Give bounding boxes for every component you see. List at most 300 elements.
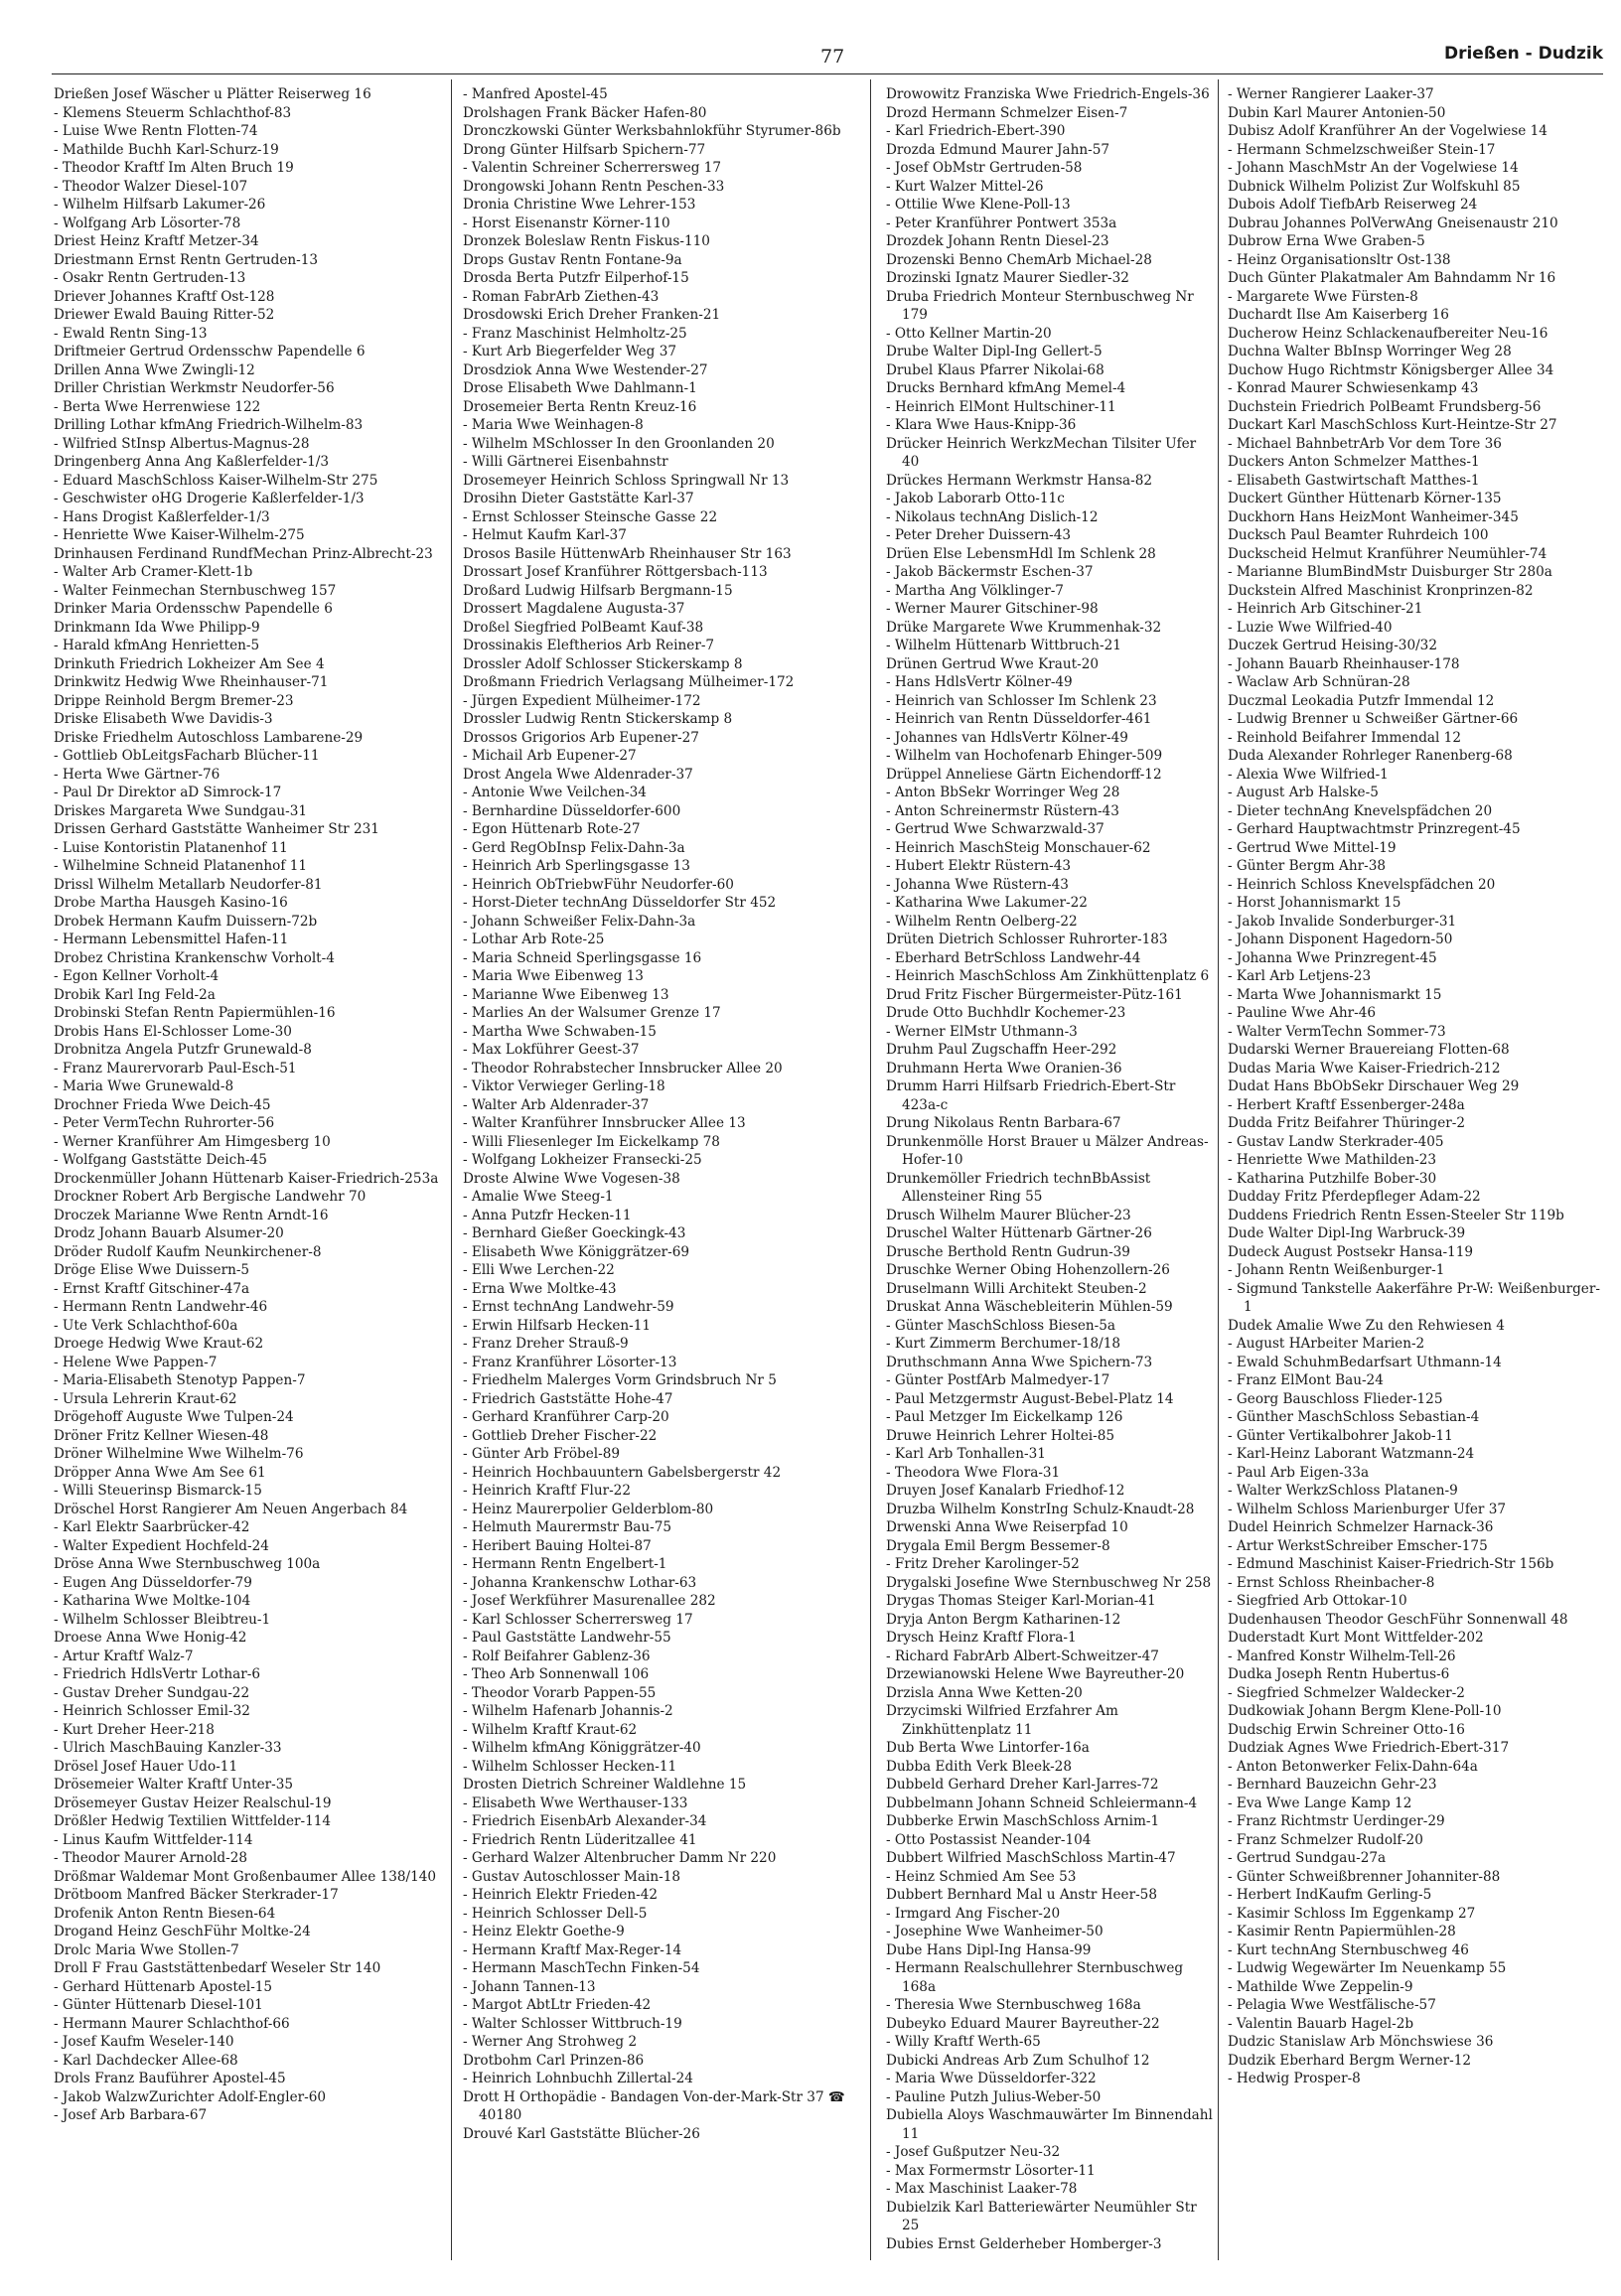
directory-entry: - Paul Arb Eigen-33a — [1228, 1464, 1370, 1481]
directory-entry: Driever Johannes Kraftf Ost-128 — [54, 288, 275, 305]
directory-entry: - Hermann Rentn Landwehr-46 — [54, 1299, 268, 1315]
directory-entry: - Helmut Kaufm Karl-37 — [463, 527, 627, 543]
directory-entry: Drud Fritz Fischer Bürgermeister-Pütz-161 — [886, 986, 1183, 1003]
directory-entry: - Kurt Dreher Heer-218 — [54, 1721, 215, 1738]
directory-entry: - Walter Schlosser Wittbruch-19 — [463, 2015, 682, 2032]
directory-entry: - Friedrich HdlsVertr Lothar-6 — [54, 1666, 261, 1682]
directory-entry: - Waclaw Arb Schnüran-28 — [1228, 674, 1410, 690]
directory-entry: - Maria-Elisabeth Stenotyp Pappen-7 — [54, 1372, 306, 1388]
directory-entry: - Martha Ang Völklinger-7 — [886, 582, 1064, 599]
directory-entry: Driewer Ewald Bauing Ritter-52 — [54, 307, 275, 323]
directory-entry: - Elisabeth Wwe Königgrätzer-69 — [463, 1243, 690, 1260]
directory-entry: Drozdek Johann Rentn Diesel-23 — [886, 233, 1109, 249]
directory-entry: - Maria Wwe Düsseldorfer-322 — [886, 2071, 1097, 2086]
directory-entry: Drossler Ludwig Rentn Stickerskamp 8 — [463, 711, 733, 727]
directory-entry: Drockenmüller Johann Hüttenarb Kaiser-Friedrich-253a — [54, 1170, 439, 1187]
directory-entry: - Maria Wwe Eibenweg 13 — [463, 968, 644, 984]
directory-entry: Drolc Maria Wwe Stollen-7 — [54, 1941, 239, 1958]
directory-entry: - Theodor Rohrabstecher Innsbrucker Allee 20 — [463, 1060, 783, 1076]
directory-entry: - Hans Drogist Kaßlerfelder-1/3 — [54, 508, 270, 525]
directory-entry: - Ursula Lehrerin Kraut-62 — [54, 1390, 237, 1407]
directory-entry: Drinkmann Ida Wwe Philipp-9 — [54, 619, 260, 636]
directory-entry: - Peter Kranführer Pontwert 353a — [886, 215, 1117, 231]
directory-entry: Drouvé Karl Gaststätte Blücher-26 — [463, 2125, 700, 2142]
directory-entry: - Heinrich Schlosser Emil-32 — [54, 1703, 250, 1719]
directory-entry: Dub Berta Wwe Lintorfer-16a — [886, 1740, 1090, 1756]
directory-entry: - Gerhard Walzer Altenbrucher Damm Nr 220 — [463, 1850, 777, 1866]
directory-entry: - Heinrich ElMont Hultschiner-11 — [886, 398, 1116, 415]
directory-entry: - Paul Dr Direktor aD Simrock-17 — [54, 785, 282, 800]
directory-entry: - Georg Bauschloss Flieder-125 — [1228, 1390, 1443, 1407]
directory-entry: - Eduard MaschSchloss Kaiser-Wilhelm-Str 275 — [54, 472, 378, 489]
directory-entry: - Michail Arb Eupener-27 — [463, 748, 637, 764]
directory-entry: Drösemeier Walter Kraftf Unter-35 — [54, 1777, 294, 1793]
directory-entry: Drotbohm Carl Prinzen-86 — [463, 2052, 645, 2069]
directory-column-2 — [463, 85, 856, 2256]
directory-entry: - Karl Elektr Saarbrücker-42 — [54, 1519, 250, 1535]
directory-entry: Drinkuth Friedrich Lokheizer Am See 4 — [54, 655, 325, 672]
directory-entry: Duckart Karl MaschSchloss Kurt-Heintze-Str 27 — [1228, 417, 1557, 433]
directory-column-1 — [54, 85, 439, 2256]
directory-entry: - Marlies An der Walsumer Grenze 17 — [463, 1005, 721, 1021]
directory-entry: Drinker Maria Ordensschw Papendelle 6 — [54, 601, 333, 617]
directory-entry: Driske Elisabeth Wwe Davidis-3 — [54, 711, 273, 727]
directory-entry: Droßmann Friedrich Verlagsang Mülheimer-172 — [463, 674, 795, 690]
directory-entry: - Kasimir Rentn Papiermühlen-28 — [1228, 1924, 1456, 1939]
directory-entry: Drosemeyer Heinrich Schloss Springwall Nr 13 — [463, 472, 790, 489]
directory-entry: Driestmann Ernst Rentn Gertruden-13 — [54, 251, 319, 268]
directory-entry: Dudziak Agnes Wwe Friedrich-Ebert-317 — [1228, 1740, 1510, 1756]
directory-entry: Druyen Josef Kanalarb Friedhof-12 — [886, 1483, 1125, 1499]
directory-entry: - Bernhard Bauzeichn Gehr-23 — [1228, 1777, 1437, 1793]
directory-entry: - Franz Richtmstr Uerdinger-29 — [1228, 1813, 1445, 1829]
directory-entry: Dudzic Stanislaw Arb Mönchswiese 36 — [1228, 2034, 1494, 2050]
directory-entry: Druschel Walter Hüttenarb Gärtner-26 — [886, 1225, 1152, 1241]
directory-entry: Dudat Hans BbObSekr Dirschauer Weg 29 — [1228, 1078, 1520, 1094]
directory-entry: Droßel Siegfried PolBeamt Kauf-38 — [463, 619, 704, 636]
directory-entry: - Gustav Dreher Sundgau-22 — [54, 1684, 250, 1701]
directory-entry: - Johann Schweißer Felix-Dahn-3a — [463, 913, 696, 930]
directory-entry: - Gottlieb ObLeitgsFacharb Blücher-11 — [54, 748, 320, 764]
directory-entry: - Heinrich MaschSchloss Am Zinkhüttenplatz 6 — [886, 968, 1210, 984]
directory-entry: Drubel Klaus Pfarrer Nikolai-68 — [886, 361, 1105, 378]
directory-entry: Drogand Heinz GeschFühr Moltke-24 — [54, 1924, 311, 1939]
directory-entry: Dudzik Eberhard Bergm Werner-12 — [1228, 2052, 1472, 2069]
directory-entry: - Franz Schmelzer Rudolf-20 — [1228, 1831, 1423, 1848]
directory-entry: - Karl Dachdecker Allee-68 — [54, 2052, 238, 2069]
directory-entry: - Ernst Kraftf Gitschiner-47a — [54, 1280, 250, 1297]
directory-entry: - Willy Kraftf Werth-65 — [886, 2034, 1041, 2050]
directory-entry: Duchstein Friedrich PolBeamt Frundsberg-56 — [1228, 398, 1542, 415]
directory-entry: - Günter Hüttenarb Diesel-101 — [54, 1997, 263, 2013]
directory-entry: Drols Franz Bauführer Apostel-45 — [54, 2071, 286, 2086]
directory-entry: Ducksch Paul Beamter Ruhrdeich 100 — [1228, 527, 1489, 543]
directory-entry: Drosihn Dieter Gaststätte Karl-37 — [463, 491, 694, 506]
directory-entry: Dubrow Erna Wwe Graben-5 — [1228, 233, 1425, 249]
directory-entry: - Maria Wwe Weinhagen-8 — [463, 417, 644, 433]
directory-entry: Duckstein Alfred Maschinist Kronprinzen-82 — [1228, 582, 1534, 599]
directory-entry: - Otto Kellner Martin-20 — [886, 325, 1052, 342]
directory-entry: - Heinz Maurerpolier Gelderblom-80 — [463, 1501, 714, 1517]
directory-entry: - Ewald SchuhmBedarfsart Uthmann-14 — [1228, 1354, 1502, 1370]
directory-entry: Duczmal Leokadia Putzfr Immendal 12 — [1228, 692, 1495, 709]
directory-entry: Drofenik Anton Rentn Biesen-64 — [54, 1905, 276, 1922]
directory-entry: - Heinrich Elektr Frieden-42 — [463, 1887, 659, 1903]
directory-entry: - Heinrich ObTriebwFühr Neudorfer-60 — [463, 876, 734, 893]
directory-entry: Drosdziok Anna Wwe Westender-27 — [463, 361, 708, 378]
directory-entry: - Heinrich Kraftf Flur-22 — [463, 1483, 631, 1499]
directory-entry: - Wilhelm Rentn Oelberg-22 — [886, 913, 1078, 930]
directory-entry: - Günter Arb Fröbel-89 — [463, 1446, 621, 1462]
directory-entry: - Günter PostfArb Malmedyer-17 — [886, 1372, 1110, 1388]
directory-entry: - Gertrud Sundgau-27a — [1228, 1850, 1387, 1866]
directory-entry: Drysch Heinz Kraftf Flora-1 — [886, 1630, 1077, 1646]
directory-entry: - Roman FabrArb Ziethen-43 — [463, 288, 660, 305]
directory-entry: Drowowitz Franziska Wwe Friedrich-Engels-36 — [886, 86, 1210, 102]
directory-entry: Duckert Günther Hüttenarb Körner-135 — [1228, 491, 1502, 506]
directory-entry: Dubeyko Eduard Maurer Bayreuther-22 — [886, 2015, 1160, 2032]
directory-entry: Dudday Fritz Pferdepfleger Adam-22 — [1228, 1189, 1481, 1205]
directory-entry: Drosos Basile HüttenwArb Rheinhauser Str 163 — [463, 545, 792, 562]
directory-entry: - Theresia Wwe Sternbuschweg 168a — [886, 1997, 1141, 2013]
directory-entry: - Theodor Maurer Arnold-28 — [54, 1850, 248, 1866]
directory-entry: - Heinrich Hochbauuntern Gabelsbergerstr 42 — [463, 1464, 782, 1481]
directory-entry: Drüppel Anneliese Gärtn Eichendorff-12 — [886, 766, 1162, 783]
directory-entry: Droege Hedwig Wwe Kraut-62 — [54, 1336, 264, 1352]
directory-entry: Drosemeier Berta Rentn Kreuz-16 — [463, 398, 697, 415]
directory-entry: - Walter Arb Aldenrader-37 — [463, 1096, 650, 1113]
directory-entry: - Hermann Schmelzschweißer Stein-17 — [1228, 141, 1496, 158]
directory-entry: - Bernhardine Düsseldorfer-600 — [463, 802, 681, 819]
directory-entry: Drolshagen Frank Bäcker Hafen-80 — [463, 104, 707, 121]
directory-entry: Dudkowiak Johann Bergm Klene-Poll-10 — [1228, 1703, 1502, 1719]
directory-entry: - Max Lokführer Geest-37 — [463, 1042, 640, 1058]
directory-entry: Drößler Hedwig Textilien Wittfelder-114 — [54, 1813, 332, 1829]
directory-entry: - Heinrich Lohnbuchh Zillertal-24 — [463, 2071, 693, 2086]
directory-entry: Drusch Wilhelm Maurer Blücher-23 — [886, 1207, 1131, 1223]
directory-entry: Drozd Hermann Schmelzer Eisen-7 — [886, 104, 1128, 121]
directory-entry: - Johanna Krankenschw Lothar-63 — [463, 1574, 697, 1591]
directory-entry: - Theo Arb Sonnenwall 106 — [463, 1666, 650, 1682]
directory-entry: - Jakob Laborarb Otto-11c — [886, 491, 1065, 506]
directory-entry: - Wilhelm Schlosser Bleibtreu-1 — [54, 1611, 271, 1628]
directory-entry: - Mathilde Buchh Karl-Schurz-19 — [54, 141, 279, 158]
directory-entry: - Paul Metzgermstr August-Bebel-Platz 14 — [886, 1390, 1174, 1407]
directory-entry: - Franz Dreher Strauß-9 — [463, 1336, 629, 1352]
directory-entry: - Henriette Wwe Mathilden-23 — [1228, 1152, 1437, 1168]
directory-entry: - Linus Kaufm Wittfelder-114 — [54, 1831, 253, 1848]
directory-entry: - Franz ElMont Bau-24 — [1228, 1372, 1384, 1388]
directory-entry: - Günter Bergm Ahr-38 — [1228, 858, 1387, 874]
directory-entry: Droßard Ludwig Hilfsarb Bergmann-15 — [463, 582, 733, 599]
directory-entry: Drude Otto Buchhdlr Kochemer-23 — [886, 1005, 1126, 1021]
directory-entry: Drossinakis Eleftherios Arb Reiner-7 — [463, 638, 715, 653]
directory-entry: - Ewald Rentn Sing-13 — [54, 325, 208, 342]
directory-entry: Drucks Bernhard kfmAng Memel-4 — [886, 380, 1126, 396]
directory-entry: Duczek Gertrud Heising-30/32 — [1228, 638, 1437, 653]
directory-entry: Druzba Wilhelm KonstrIng Schulz-Knaudt-28 — [886, 1501, 1195, 1517]
directory-entry: Droese Anna Wwe Honig-42 — [54, 1630, 247, 1646]
directory-entry: Drösemeyer Gustav Heizer Realschul-19 — [54, 1794, 332, 1811]
directory-entry: - Peter Dreher Duissern-43 — [886, 527, 1072, 543]
directory-entry: Druhmann Herta Wwe Oranien-36 — [886, 1060, 1122, 1076]
directory-entry: - Dieter technAng Knevelspfädchen 20 — [1228, 802, 1493, 819]
directory-entry: Drygas Thomas Steiger Karl-Morian-41 — [886, 1593, 1156, 1609]
directory-entry: Drumm Harri Hilfsarb Friedrich-Ebert-Str 423a-c — [886, 1078, 1176, 1113]
directory-entry: Dryja Anton Bergm Katharinen-12 — [886, 1611, 1121, 1628]
directory-entry: - Amalie Wwe Steeg-1 — [463, 1189, 614, 1205]
directory-entry: - Günter Vertikalbohrer Jakob-11 — [1228, 1427, 1453, 1444]
directory-entry: Drissl Wilhelm Metallarb Neudorfer-81 — [54, 876, 323, 893]
column-divider — [1218, 79, 1219, 2260]
directory-entry: Dröpper Anna Wwe Am See 61 — [54, 1464, 266, 1481]
directory-entry: - Franz Kranführer Lösorter-13 — [463, 1354, 677, 1370]
directory-entry: - Alexia Wwe Wilfried-1 — [1228, 766, 1389, 783]
directory-entry: Dubbeld Gerhard Dreher Karl-Jarres-72 — [886, 1777, 1159, 1793]
directory-entry: Duckers Anton Schmelzer Matthes-1 — [1228, 454, 1480, 470]
directory-entry: - Helmuth Maurermstr Bau-75 — [463, 1519, 672, 1535]
directory-entry: Dudschig Erwin Schreiner Otto-16 — [1228, 1721, 1465, 1738]
directory-entry: - Theodor Vorarb Pappen-55 — [463, 1684, 657, 1701]
directory-entry: Drygalski Josefine Wwe Sternbuschweg Nr 258 — [886, 1574, 1212, 1591]
directory-entry: - Josef Gußputzer Neu-32 — [886, 2144, 1061, 2160]
directory-entry: - Horst Eisenanstr Körner-110 — [463, 215, 670, 231]
directory-entry: - Gustav Landw Sterkrader-405 — [1228, 1133, 1444, 1150]
directory-entry: - Hedwig Prosper-8 — [1228, 2071, 1361, 2086]
directory-entry: - Manfred Konstr Wilhelm-Tell-26 — [1228, 1648, 1456, 1664]
directory-entry: - Antonie Wwe Veilchen-34 — [463, 785, 647, 800]
directory-entry: - Herbert Kraftf Essenberger-248a — [1228, 1096, 1465, 1113]
page-number: 77 — [820, 46, 845, 68]
directory-entry: - Sigmund Tankstelle Aakerfähre Pr-W: Weißenburger-1 — [1228, 1280, 1600, 1315]
directory-entry: Drötboom Manfred Bäcker Sterkrader-17 — [54, 1887, 339, 1903]
directory-entry: Dröner Wilhelmine Wwe Wilhelm-76 — [54, 1446, 304, 1462]
directory-entry: Drossos Grigorios Arb Eupener-27 — [463, 729, 699, 746]
directory-entry: Dubielzik Karl Batteriewärter Neumühler Str 25 — [886, 2199, 1197, 2233]
directory-entry: - Heinrich Arb Gitschiner-21 — [1228, 601, 1423, 617]
directory-entry: - Otto Postassist Neander-104 — [886, 1831, 1092, 1848]
directory-entry: - Gerhard Hüttenarb Apostel-15 — [54, 1978, 273, 1995]
directory-entry: - Walter VermTechn Sommer-73 — [1228, 1023, 1446, 1040]
directory-entry: Drippe Reinhold Bergm Bremer-23 — [54, 692, 294, 709]
directory-entry: - Jakob WalzwZurichter Adolf-Engler-60 — [54, 2088, 327, 2105]
directory-entry: - Margarete Wwe Fürsten-8 — [1228, 288, 1418, 305]
directory-entry: - Heinrich Schlosser Dell-5 — [463, 1905, 648, 1922]
directory-entry: - Gerhard Kranführer Carp-20 — [463, 1409, 669, 1425]
directory-entry: - Klara Wwe Haus-Knipp-36 — [886, 417, 1077, 433]
directory-entry: Driller Christian Werkmstr Neudorfer-56 — [54, 380, 335, 396]
directory-entry: - Walter Expedient Hochfeld-24 — [54, 1537, 269, 1554]
directory-entry: Drögehoff Auguste Wwe Tulpen-24 — [54, 1409, 294, 1425]
directory-entry: - Wilhelm kfmAng Königgrätzer-40 — [463, 1740, 701, 1756]
directory-entry: Drozenski Benno ChemArb Michael-28 — [886, 251, 1152, 268]
directory-entry: - Friedhelm Malerges Vorm Grindsbruch Nr 5 — [463, 1372, 777, 1388]
directory-entry: Droste Alwine Wwe Vogesen-38 — [463, 1170, 680, 1187]
directory-entry: - Karl Friedrich-Ebert-390 — [886, 123, 1066, 139]
directory-entry: Drops Gustav Rentn Fontane-9a — [463, 251, 682, 268]
directory-entry: - Wilhelm Hafenarb Johannis-2 — [463, 1703, 673, 1719]
directory-entry: - Willi Fliesenleger Im Eickelkamp 78 — [463, 1133, 720, 1150]
directory-entry: Dubbert Wilfried MaschSchloss Martin-47 — [886, 1850, 1176, 1866]
directory-entry: - Johann Disponent Hagedorn-50 — [1228, 932, 1453, 947]
directory-entry: - Karl-Heinz Laborant Watzmann-24 — [1228, 1446, 1475, 1462]
directory-entry: - Wilhelm Kraftf Kraut-62 — [463, 1721, 638, 1738]
directory-entry: - Klemens Steuerm Schlachthof-83 — [54, 104, 292, 121]
directory-entry: Drusche Berthold Rentn Gudrun-39 — [886, 1243, 1130, 1260]
directory-entry: - Wilhelm Schloss Marienburger Ufer 37 — [1228, 1501, 1507, 1517]
directory-entry: - Heribert Bauing Holtei-87 — [463, 1537, 652, 1554]
directory-entry: - Friedrich Rentn Lüderitzallee 41 — [463, 1831, 697, 1848]
directory-entry: Drinhausen Ferdinand RundfMechan Prinz-Albrecht-23 — [54, 545, 433, 562]
directory-entry: - Jakob Invalide Sonderburger-31 — [1228, 913, 1457, 930]
directory-entry: - Willi Steuerinsp Bismarck-15 — [54, 1483, 262, 1499]
directory-entry: - Franz Maschinist Helmholtz-25 — [463, 325, 687, 342]
directory-entry: Duddens Friedrich Rentn Essen-Steeler Str 119b — [1228, 1207, 1564, 1223]
directory-entry: - Maria Schneid Sperlingsgasse 16 — [463, 949, 702, 966]
directory-entry: - Harald kfmAng Henrietten-5 — [54, 638, 260, 653]
directory-entry: - Valentin Schreiner Scherrersweg 17 — [463, 160, 722, 176]
directory-entry: Drobis Hans El-Schlosser Lome-30 — [54, 1023, 292, 1040]
directory-entry: - Richard FabrArb Albert-Schweitzer-47 — [886, 1648, 1159, 1664]
header-rule — [52, 73, 1603, 74]
directory-entry: - Konrad Maurer Schwiesenkamp 43 — [1228, 380, 1479, 396]
directory-entry: - Anton BbSekr Worringer Weg 28 — [886, 785, 1120, 800]
directory-entry: Droczek Marianne Wwe Rentn Arndt-16 — [54, 1207, 329, 1223]
directory-entry: Drobik Karl Ing Feld-2a — [54, 986, 216, 1003]
directory-entry: - Walter WerkzSchloss Platanen-9 — [1228, 1483, 1458, 1499]
directory-entry: - Franz Maurervorarb Paul-Esch-51 — [54, 1060, 297, 1076]
directory-entry: Drozinski Ignatz Maurer Siedler-32 — [886, 270, 1129, 286]
directory-entry: - Heinrich van Rentn Düsseldorfer-461 — [886, 711, 1152, 727]
directory-entry: - Max Maschinist Laaker-78 — [886, 2181, 1078, 2197]
directory-entry: - Elli Wwe Lerchen-22 — [463, 1262, 615, 1278]
directory-entry: - Heinrich van Schlosser Im Schlenk 23 — [886, 692, 1157, 709]
directory-entry: Duch Günter Plakatmaler Am Bahndamm Nr 16 — [1228, 270, 1556, 286]
directory-entry: - Wilhelm Hilfsarb Lakumer-26 — [54, 197, 266, 213]
directory-entry: - Heinrich Arb Sperlingsgasse 13 — [463, 858, 690, 874]
directory-entry: Druwe Heinrich Lehrer Holtei-85 — [886, 1427, 1115, 1444]
directory-entry: Driskes Margareta Wwe Sundgau-31 — [54, 802, 308, 819]
directory-entry: - Luise Kontoristin Platanenhof 11 — [54, 839, 288, 856]
directory-entry: Dubisz Adolf Kranführer An der Vogelwiese 14 — [1228, 123, 1547, 139]
directory-entry: Drong Günter Hilfsarb Spichern-77 — [463, 141, 706, 158]
directory-entry: - Anton Betonwerker Felix-Dahn-64a — [1228, 1758, 1478, 1775]
directory-entry: Dröse Anna Wwe Sternbuschweg 100a — [54, 1556, 321, 1572]
directory-entry: - Siegfried Schmelzer Waldecker-2 — [1228, 1684, 1465, 1701]
directory-entry: - Katharina Putzhilfe Bober-30 — [1228, 1170, 1437, 1187]
directory-entry: Dubois Adolf TiefbArb Reiserweg 24 — [1228, 197, 1478, 213]
directory-column-3 — [886, 85, 1214, 2256]
directory-entry: - Jakob Bäckermstr Eschen-37 — [886, 564, 1094, 580]
directory-entry: - Katharina Wwe Moltke-104 — [54, 1593, 251, 1609]
directory-entry: Duda Alexander Rohrleger Ranenberg-68 — [1228, 748, 1513, 764]
directory-entry: - Johanna Wwe Rüstern-43 — [886, 876, 1069, 893]
directory-entry: - Johannes van HdlsVertr Kölner-49 — [886, 729, 1128, 746]
directory-entry: Druhm Paul Zugschaffn Heer-292 — [886, 1042, 1117, 1058]
directory-entry: - Kurt Walzer Mittel-26 — [886, 178, 1044, 195]
directory-entry: Drunkemöller Friedrich technBbAssist Allensteiner Ring 55 — [886, 1170, 1151, 1205]
directory-entry: Dudka Joseph Rentn Hubertus-6 — [1228, 1666, 1450, 1682]
directory-entry: Drissen Gerhard Gaststätte Wanheimer Str 231 — [54, 821, 379, 837]
directory-entry: - Ute Verk Schlachthof-60a — [54, 1317, 238, 1334]
directory-entry: - Karl Arb Letjens-23 — [1228, 968, 1372, 984]
directory-entry: Drzisla Anna Wwe Ketten-20 — [886, 1684, 1083, 1701]
directory-entry: - Kurt technAng Sternbuschweg 46 — [1228, 1941, 1469, 1958]
directory-entry: Dudeck August Postsekr Hansa-119 — [1228, 1243, 1473, 1260]
directory-entry: - Heinz Elektr Goethe-9 — [463, 1924, 625, 1939]
directory-entry: Drosda Berta Putzfr Eilperhof-15 — [463, 270, 689, 286]
directory-entry: - Wolfgang Lokheizer Fransecki-25 — [463, 1152, 702, 1168]
directory-entry: - Werner Rangierer Laaker-37 — [1228, 86, 1434, 102]
directory-entry: - Wilhelm Schlosser Hecken-11 — [463, 1758, 677, 1775]
directory-entry: Drilling Lothar kfmAng Friedrich-Wilhelm-83 — [54, 417, 364, 433]
directory-entry: Driest Heinz Kraftf Metzer-34 — [54, 233, 259, 249]
directory-entry: - Friedrich EisenbArb Alexander-34 — [463, 1813, 707, 1829]
directory-entry: - August HArbeiter Marien-2 — [1228, 1336, 1425, 1352]
directory-entry: - Josef ObMstr Gertruden-58 — [886, 160, 1083, 176]
directory-entry: - Hans HdlsVertr Kölner-49 — [886, 674, 1073, 690]
directory-entry: Drillen Anna Wwe Zwingli-12 — [54, 361, 255, 378]
directory-entry: - Heinrich Schloss Knevelspfädchen 20 — [1228, 876, 1496, 893]
directory-entry: Drube Walter Dipl-Ing Gellert-5 — [886, 344, 1103, 359]
directory-entry: - Walter Feinmechan Sternbuschweg 157 — [54, 582, 337, 599]
directory-entry: Dude Walter Dipl-Ing Warbruck-39 — [1228, 1225, 1466, 1241]
directory-entry: - Johann Tannen-13 — [463, 1978, 596, 1995]
directory-entry: - Max Formermstr Lösorter-11 — [886, 2162, 1096, 2179]
directory-entry: - Jürgen Expedient Mülheimer-172 — [463, 692, 701, 709]
directory-entry: - Hermann Realschullehrer Sternbuschweg 168a — [886, 1960, 1184, 1995]
directory-entry: Dudarski Werner Brauereiang Flotten-68 — [1228, 1042, 1510, 1058]
directory-entry: - Osakr Rentn Gertruden-13 — [54, 270, 246, 286]
directory-entry: Drobinski Stefan Rentn Papiermühlen-16 — [54, 1005, 336, 1021]
directory-entry: - Luzie Wwe Wilfried-40 — [1228, 619, 1393, 636]
directory-entry: - Kurt Arb Biegerfelder Weg 37 — [463, 344, 676, 359]
directory-entry: Drzycimski Wilfried Erzfahrer Am Zinkhüttenplatz 11 — [886, 1703, 1118, 1738]
directory-entry: Duchardt Ilse Am Kaiserberg 16 — [1228, 307, 1449, 323]
directory-entry: - Herbert IndKaufm Gerling-5 — [1228, 1887, 1432, 1903]
directory-entry: - Walter Arb Cramer-Klett-1b — [54, 564, 253, 580]
directory-entry: - Ludwig Brenner u Schweißer Gärtner-66 — [1228, 711, 1519, 727]
directory-entry: Drygala Emil Bergm Bessemer-8 — [886, 1537, 1110, 1554]
directory-entry: - Hermann Kraftf Max-Reger-14 — [463, 1941, 682, 1958]
directory-entry: Drobe Martha Hausgeh Kasino-16 — [54, 895, 288, 911]
directory-entry: - Wilhelm Hüttenarb Wittbruch-21 — [886, 638, 1121, 653]
directory-entry: - Marianne BlumBindMstr Duisburger Str 280a — [1228, 564, 1552, 580]
directory-entry: - Johann MaschMstr An der Vogelwiese 14 — [1228, 160, 1519, 176]
directory-entry: - Johann Bauarb Rheinhauser-178 — [1228, 655, 1460, 672]
directory-entry: - Wolfgang Arb Lösorter-78 — [54, 215, 241, 231]
directory-entry: - Michael BahnbetrArb Vor dem Tore 36 — [1228, 435, 1502, 452]
directory-entry: - Egon Kellner Vorholt-4 — [54, 968, 220, 984]
directory-entry: Drößmar Waldemar Mont Großenbaumer Allee 138/140 — [54, 1868, 437, 1885]
directory-entry: - Valentin Bauarb Hagel-2b — [1228, 2015, 1414, 2032]
directory-entry: - Hermann Maurer Schlachthof-66 — [54, 2015, 290, 2032]
directory-entry: - Maria Wwe Grunewald-8 — [54, 1078, 234, 1094]
directory-entry: - Wilhelm van Hochofenarb Ehinger-509 — [886, 748, 1163, 764]
directory-entry: - Reinhold Beifahrer Immendal 12 — [1228, 729, 1461, 746]
directory-entry: - Eva Wwe Lange Kamp 12 — [1228, 1794, 1412, 1811]
directory-entry: - Wilhelm MSchlosser In den Groonlanden 20 — [463, 435, 775, 452]
directory-entry: - Josef Kaufm Weseler-140 — [54, 2034, 234, 2050]
directory-entry: Droll F Frau Gaststättenbedarf Weseler Str 140 — [54, 1960, 381, 1976]
directory-entry: Duckhorn Hans HeizMont Wanheimer-345 — [1228, 508, 1519, 525]
directory-entry: Dudas Maria Wwe Kaiser-Friedrich-212 — [1228, 1060, 1501, 1076]
directory-entry: Drosdowski Erich Dreher Franken-21 — [463, 307, 721, 323]
directory-entry: Driftmeier Gertrud Ordensschw Papendelle 6 — [54, 344, 366, 359]
directory-entry: - Horst Johannismarkt 15 — [1228, 895, 1401, 911]
directory-entry: - Heinz Schmied Am See 53 — [886, 1868, 1077, 1885]
directory-entry: Dubies Ernst Gelderheber Homberger-3 — [886, 2235, 1162, 2252]
